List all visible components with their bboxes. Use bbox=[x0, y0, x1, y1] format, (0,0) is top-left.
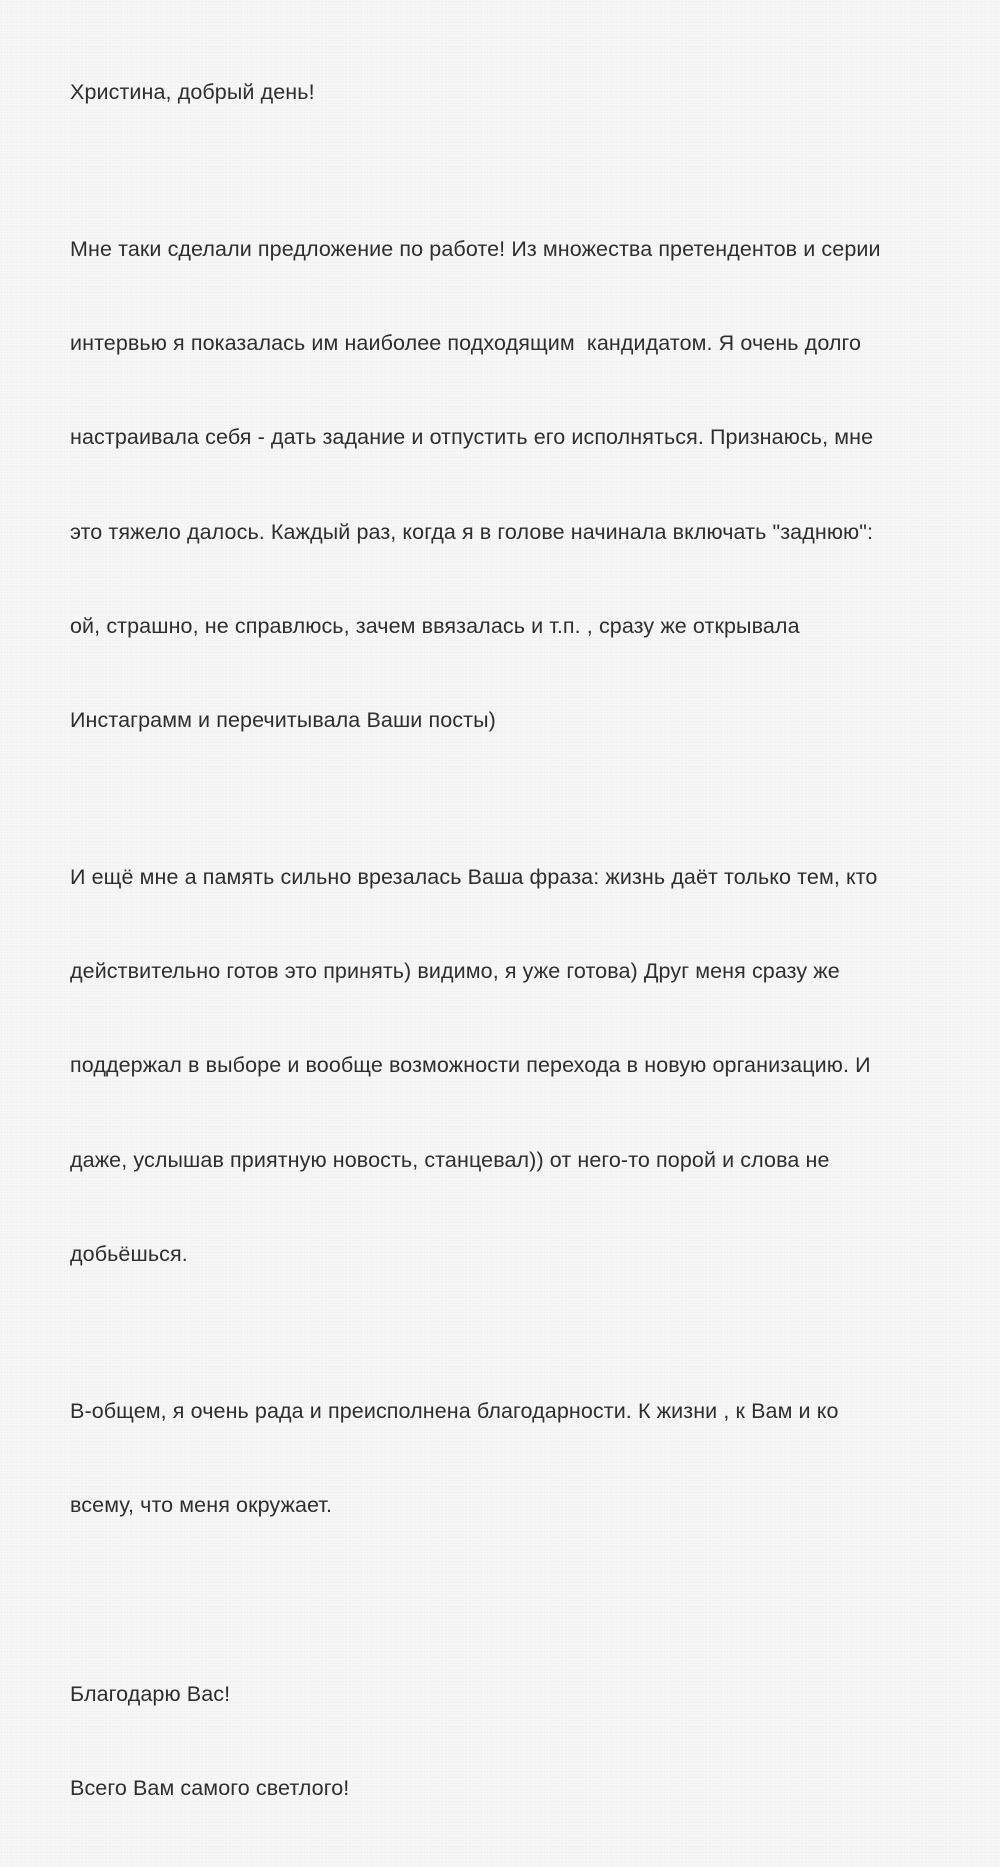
note-body[interactable] bbox=[70, 14, 950, 1867]
text-line: всему, что меня окружает. bbox=[70, 1493, 333, 1518]
greeting-line bbox=[70, 14, 950, 171]
text-line: Мне таки сделали предложение по работе! Из множества претендентов и серии bbox=[70, 236, 881, 261]
text-line: Христина, добрый день! bbox=[70, 79, 315, 104]
text-line: Инстаграмм и перечитывала Ваши посты) bbox=[70, 707, 496, 732]
closing-wishes: Всего Вам самого светлого! bbox=[70, 1775, 350, 1800]
text-line: В-общем, я очень рада и преисполнена благодарности. К жизни , к Вам и ко bbox=[70, 1398, 839, 1423]
text-line: настраивала себя - дать задание и отпустить его исполняться. Признаюсь, мне bbox=[70, 425, 874, 450]
text-line: даже, услышав приятную новость, станцевал)) от него-то порой и слова не bbox=[70, 1147, 830, 1172]
paragraph-offer bbox=[70, 171, 950, 799]
closing bbox=[70, 1616, 950, 1867]
blank-line bbox=[70, 1584, 950, 1615]
text-line: добьёшься. bbox=[70, 1241, 188, 1266]
paragraph-gratitude bbox=[70, 1333, 950, 1584]
text-line: ой, страшно, не справлюсь, зачем ввязалась и т.п. , сразу же открывала bbox=[70, 613, 800, 638]
paragraph-phrase bbox=[70, 799, 950, 1333]
text-line: интервью я показалась им наиболее подходящим кандидатом. Я очень долго bbox=[70, 331, 862, 356]
text-line: поддержал в выборе и вообще возможности перехода в новую организацию. И bbox=[70, 1053, 871, 1078]
text-line: это тяжело далось. Каждый раз, когда я в голове начинала включать "заднюю": bbox=[70, 519, 874, 544]
closing-thanks: Благодарю Вас! bbox=[70, 1681, 231, 1706]
text-line: И ещё мне а память сильно врезалась Ваша фраза: жизнь даёт только тем, кто bbox=[70, 864, 878, 889]
text-line: действительно готов это принять) видимо, я уже готова) Друг меня сразу же bbox=[70, 959, 840, 984]
